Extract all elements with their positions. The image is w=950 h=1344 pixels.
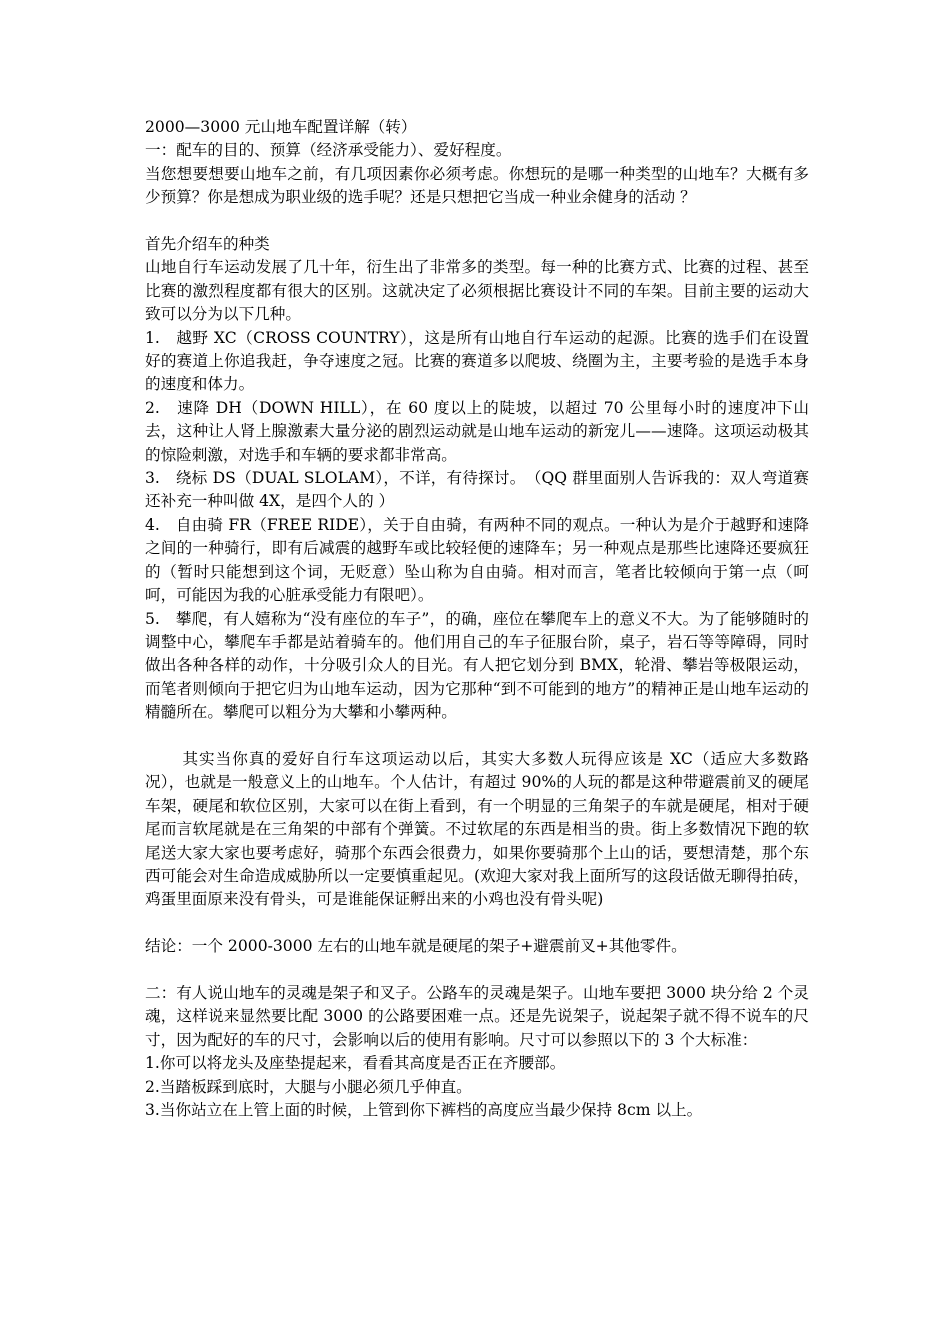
paragraph-considerations: 当您想要想要山地车之前，有几项因素你必须考虑。你想玩的是哪一种类型的山地车？大概有多少预算？你是想成为职业级的选手呢？还是只想把它当成一种业余健身的活动 ？ [145, 164, 809, 207]
list-item-size-2: 2.当踏板踩到底时，大腿与小腿必须几乎伸直。 [145, 1077, 472, 1096]
blank-line [145, 725, 809, 748]
list-item-size-1: 1.你可以将龙头及座垫提起来，看看其高度是否正在齐腰部。 [145, 1054, 566, 1073]
document-title: 2000—3000 元山地车配置详解（转） [145, 118, 417, 136]
list-item-fr: 4. 自由骑 FR（FREE RIDE），关于自由骑，有两种不同的观点。一种认为是介于越野和速降之间的一种骑行，即有后减震的越野车或比较轻便的速降车；另一种观点是那些比速降还要疯狂的（暂时只能想到这个词，无贬意）坠山称为自由骑。相对而言，笔者比较倾向于第一点（呵呵，可能因为我的心脏承受能力有限吧）。 [145, 515, 809, 605]
list-item-ds: 3. 绕标 DS（DUAL SLOLAM），不详，有待探讨。 （QQ 群里面别人告诉我的：双人弯道赛 还补充一种叫做 4X，是四个人的 ） [145, 469, 825, 511]
document-body [145, 116, 825, 1122]
blank-line [145, 210, 809, 233]
list-item-size-3: 3.当你站立在上管上面的时候，上管到你下裤档的高度应当最少保持 8cm 以上。 [145, 1101, 703, 1119]
subheading-bike-types: 首先介绍车的种类 [145, 235, 270, 254]
list-item-xc: 1. 越野 XC（CROSS COUNTRY），这是所有山地自行车运动的起源。比赛的选手们在设置好的赛道上你追我赶，争夺速度之冠。比赛的赛道多以爬坡、绕圈为主，主要考验的是选手本身的速度和体力。 [145, 328, 809, 394]
list-item-trial: 5. 攀爬，有人嬉称为“没有座位的车子”，的确，座位在攀爬车上的意义不大。为了能够随时的调整中心，攀爬车手都是站着骑车的。他们用自己的车子征服台阶，桌子，岩石等等障碍，同时做出各种各样的动作，十分吸引众人的目光。有人把它划分到 BMX，轮滑、攀岩等极限运动，而笔者则倾向于把它归为山地车运动，因为它那种“到不可能到的地方”的精神正是山地车运动的精髓所在。攀爬可以粗分为大攀和小攀两种。 [145, 609, 809, 722]
section-heading-purpose: 一：配车的目的、预算（经济承受能力）、爱好程度。 [145, 141, 512, 160]
list-item-dh: 2. 速降 DH（DOWN HILL），在 60 度以上的陡坡，以超过 70 公里每小时的速度冲下山去，这种让人肾上腺激素大量分泌的剧烈运动就是山地车运动的新宠儿——速降。这项运动极其的惊险刺激，对选手和车辆的要求都非常高。 [145, 398, 809, 464]
paragraph-types-intro: 山地自行车运动发展了几十年，衍生出了非常多的类型。每一种的比赛方式、比赛的过程、甚至比赛的激烈程度都有很大的区别。这就决定了必须根据比赛设计不同的车架。目前主要的运动大致可以分为以下几种。 [145, 258, 809, 324]
paragraph-conclusion: 结论：一个 2000-3000 左右的山地车就是硬尾的架子+避震前叉+其他零件。 [145, 937, 687, 956]
blank-line [145, 959, 809, 982]
paragraph-hardtail-softtail: 其实当你真的爱好自行车这项运动以后，其实大多数人玩得应该是 XC（适应大多数路况），也就是一般意义上的山地车。个人估计，有超过 90%的人玩的都是这种带避震前叉的硬尾车架，硬尾和软位区别，大家可以在街上看到，有一个明显的三角架子的车就是硬尾，相对于硬尾而言软尾就是在三角架的中部有个弹簧。不过软尾的东西是相当的贵。街上多数情况下跑的软尾送大家大家也要考虑好，骑那个东西会很费力，如果你要骑那个上山的话，要想清楚，那个东西可能会对生命造成威胁所以一定要慎重起见。(欢迎大家对我上面所写的这段话做无聊得拍砖，鸡蛋里面原来没有骨头，可是谁能保证孵出来的小鸡也没有骨头呢) [145, 749, 809, 909]
section-heading-frame-fork: 二：有人说山地车的灵魂是架子和叉子。公路车的灵魂是架子。山地车要把 3000 块分给 2 个灵魂，这样说来显然要比配 3000 的公路要困难一点。还是先说架子，说起架子就不得不说车的尺寸，因为配好的车的尺寸，会影响以后的使用有影响。尺寸可以参照以下的 3 个大标准： [145, 983, 809, 1049]
blank-line [145, 912, 809, 935]
